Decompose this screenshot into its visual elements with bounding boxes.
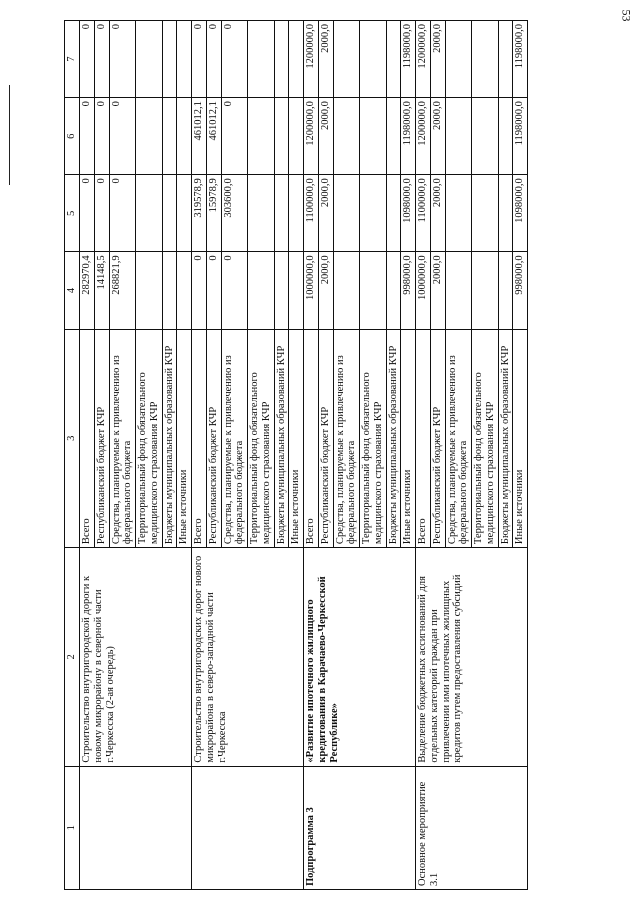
funding-source: Бюджеты муниципальных образований КЧР (162, 329, 177, 548)
value-cell: 268821,9 (109, 252, 136, 329)
value-cell: 1200000,0 (304, 21, 319, 98)
funding-source: Территориальный фонд обязательного медицинского страхования КЧР (136, 329, 163, 548)
funding-source: Территориальный фонд обязательного медицинского страхования КЧР (360, 329, 387, 548)
program-title: Строительство внутригородских дорог нового микрорайона в северо-западной части г.Черкесска (192, 548, 304, 767)
program-label (192, 766, 304, 889)
funding-source: Иные источники (289, 329, 304, 548)
value-cell: 998000,0 (401, 252, 416, 329)
value-cell (360, 98, 387, 175)
header-cell: 5 (65, 175, 80, 252)
value-cell: 1198000,0 (401, 98, 416, 175)
program-title: «Развитие ипотечного жилищного кредитования в Карачаево-Черкесской Республике» (304, 548, 416, 767)
funding-source: Средства, планируемые к привлечению из федерального бюджета (109, 329, 136, 548)
program-label: Подпрограмма 3 (304, 766, 416, 889)
value-cell (498, 175, 513, 252)
program-title: Выделение бюджетных ассигнований для отдельных категорий граждан при привлечении ими ипотечных жилищных кредитов путем предоставления субсидий (416, 548, 528, 767)
value-cell: 0 (94, 98, 109, 175)
value-cell (445, 98, 472, 175)
value-cell: 0 (192, 252, 207, 329)
value-cell (386, 98, 401, 175)
value-cell: 1100000,0 (304, 175, 319, 252)
funding-source: Республиканский бюджет КЧР (94, 329, 109, 548)
value-cell (386, 175, 401, 252)
value-cell: 282970,4 (80, 252, 95, 329)
funding-source: Средства, планируемые к привлечению из федерального бюджета (333, 329, 360, 548)
funding-source: Республиканский бюджет КЧР (206, 329, 221, 548)
table-row (80, 21, 95, 890)
funding-source: Всего (80, 329, 95, 548)
value-cell: 2000,0 (430, 252, 445, 329)
funding-source: Бюджеты муниципальных образований КЧР (274, 329, 289, 548)
value-cell: 0 (109, 21, 136, 98)
funding-source: Всего (416, 329, 431, 548)
value-cell (333, 252, 360, 329)
value-cell: 0 (206, 21, 221, 98)
value-cell: 0 (80, 175, 95, 252)
value-cell: 1200000,0 (416, 98, 431, 175)
value-cell (162, 175, 177, 252)
table-row (192, 21, 207, 890)
value-cell: 2000,0 (318, 252, 333, 329)
value-cell (136, 21, 163, 98)
value-cell: 14148,5 (94, 252, 109, 329)
value-cell (333, 21, 360, 98)
funding-source: Республиканский бюджет КЧР (430, 329, 445, 548)
value-cell (472, 252, 499, 329)
value-cell: 2000,0 (430, 98, 445, 175)
program-title: Строительство внутригородской дороги к новому микрорайону в северной части г.Черкесска (2-ая очередь) (80, 548, 192, 767)
margin-line (9, 85, 10, 185)
value-cell: 0 (221, 98, 248, 175)
value-cell (360, 175, 387, 252)
value-cell (162, 252, 177, 329)
value-cell (248, 175, 275, 252)
value-cell (289, 98, 304, 175)
value-cell (274, 175, 289, 252)
value-cell (289, 175, 304, 252)
funding-source: Всего (304, 329, 319, 548)
page-number: 53 (619, 9, 634, 22)
value-cell (498, 21, 513, 98)
funding-source: Иные источники (401, 329, 416, 548)
table-row (416, 21, 431, 890)
value-cell (274, 252, 289, 329)
value-cell (136, 252, 163, 329)
header-row (65, 21, 80, 890)
value-cell (445, 252, 472, 329)
value-cell: 0 (94, 175, 109, 252)
funding-source: Средства, планируемые к привлечению из федерального бюджета (221, 329, 248, 548)
value-cell: 0 (80, 21, 95, 98)
funding-source: Всего (192, 329, 207, 548)
value-cell: 2000,0 (318, 98, 333, 175)
header-cell: 3 (65, 329, 80, 548)
value-cell: 998000,0 (513, 252, 528, 329)
value-cell (333, 175, 360, 252)
value-cell (445, 175, 472, 252)
value-cell (162, 21, 177, 98)
value-cell (472, 98, 499, 175)
value-cell: 1198000,0 (401, 21, 416, 98)
value-cell: 0 (206, 252, 221, 329)
program-label (80, 766, 192, 889)
header-cell: 1 (65, 766, 80, 889)
rotated-page (64, 20, 604, 890)
value-cell: 1100000,0 (416, 175, 431, 252)
value-cell: 1198000,0 (513, 98, 528, 175)
funding-source: Средства, планируемые к привлечению из федерального бюджета (445, 329, 472, 548)
value-cell: 1200000,0 (416, 21, 431, 98)
header-cell: 4 (65, 252, 80, 329)
header-cell: 7 (65, 21, 80, 98)
value-cell (177, 252, 192, 329)
funding-source: Территориальный фонд обязательного медицинского страхования КЧР (472, 329, 499, 548)
value-cell: 15978,9 (206, 175, 221, 252)
budget-table (64, 20, 528, 890)
program-label: Основное мероприятие 3.1 (416, 766, 528, 889)
value-cell (274, 21, 289, 98)
value-cell (177, 175, 192, 252)
header-cell: 2 (65, 548, 80, 767)
value-cell: 461012,1 (192, 98, 207, 175)
value-cell (386, 21, 401, 98)
value-cell: 0 (94, 21, 109, 98)
value-cell (274, 98, 289, 175)
value-cell: 461012,1 (206, 98, 221, 175)
value-cell: 2000,0 (318, 21, 333, 98)
value-cell (248, 98, 275, 175)
value-cell (162, 98, 177, 175)
value-cell: 1098000,0 (513, 175, 528, 252)
funding-source: Иные источники (513, 329, 528, 548)
value-cell: 319578,9 (192, 175, 207, 252)
value-cell (498, 98, 513, 175)
table-row (304, 21, 319, 890)
funding-source: Иные источники (177, 329, 192, 548)
value-cell (445, 21, 472, 98)
value-cell (386, 252, 401, 329)
value-cell: 1198000,0 (513, 21, 528, 98)
value-cell (177, 21, 192, 98)
value-cell (472, 175, 499, 252)
value-cell (360, 21, 387, 98)
value-cell (136, 175, 163, 252)
value-cell: 0 (80, 98, 95, 175)
value-cell (136, 98, 163, 175)
funding-source: Территориальный фонд обязательного медицинского страхования КЧР (248, 329, 275, 548)
value-cell (498, 252, 513, 329)
funding-source: Бюджеты муниципальных образований КЧР (386, 329, 401, 548)
value-cell: 303600,0 (221, 175, 248, 252)
header-cell: 6 (65, 98, 80, 175)
value-cell: 1098000,0 (401, 175, 416, 252)
value-cell: 1000000,0 (304, 252, 319, 329)
value-cell: 0 (192, 21, 207, 98)
value-cell: 0 (109, 98, 136, 175)
value-cell (177, 98, 192, 175)
funding-source: Республиканский бюджет КЧР (318, 329, 333, 548)
value-cell (289, 21, 304, 98)
value-cell: 2000,0 (430, 21, 445, 98)
value-cell: 2000,0 (318, 175, 333, 252)
value-cell (472, 21, 499, 98)
value-cell (248, 21, 275, 98)
value-cell: 0 (221, 252, 248, 329)
value-cell (289, 252, 304, 329)
value-cell: 0 (109, 175, 136, 252)
value-cell (333, 98, 360, 175)
value-cell: 1000000,0 (416, 252, 431, 329)
value-cell: 1200000,0 (304, 98, 319, 175)
funding-source: Бюджеты муниципальных образований КЧР (498, 329, 513, 548)
value-cell: 2000,0 (430, 175, 445, 252)
value-cell (360, 252, 387, 329)
value-cell (248, 252, 275, 329)
value-cell: 0 (221, 21, 248, 98)
